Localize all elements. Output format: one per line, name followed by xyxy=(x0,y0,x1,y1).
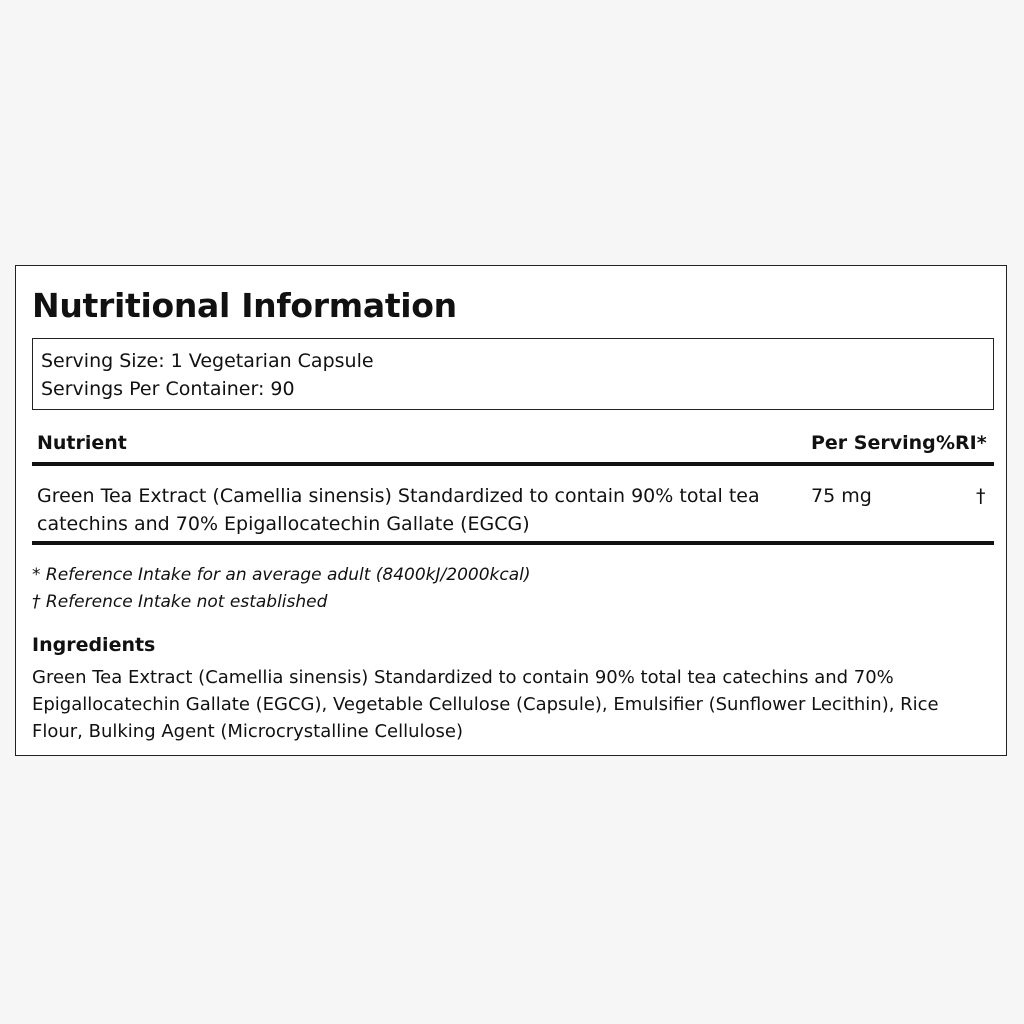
ingredients-text: Green Tea Extract (Camellia sinensis) Standardized to contain 90% total tea catechins and 70% Epigallocatechin Gallate (EGCG), Vegetable Cellulose (Capsule), Emulsifier (Sunflower Lecithin), Rice Flour, Bulking Agent (Microcrystalline Cellulose) xyxy=(32,667,939,742)
footnotes xyxy=(32,562,531,616)
nutrition-label-panel xyxy=(15,265,1007,756)
footnote-reference-intake: * Reference Intake for an average adult (8400kJ/2000kcal) xyxy=(32,565,531,585)
column-header-per-serving: Per Serving xyxy=(811,432,936,454)
table-header-divider xyxy=(32,462,994,466)
row-nutrient-name: Green Tea Extract (Camellia sinensis) Standardized to contain 90% total tea catechins and 70% Epigallocatechin Gallate (EGCG) xyxy=(37,485,760,535)
ingredients-heading: Ingredients xyxy=(32,634,156,656)
column-header-nutrient: Nutrient xyxy=(37,432,127,454)
column-header-ri: %RI* xyxy=(936,432,987,454)
footnote-not-established: † Reference Intake not established xyxy=(32,592,328,612)
servings-per-container: Servings Per Container: 90 xyxy=(41,378,295,400)
label-title: Nutritional Information xyxy=(32,286,457,325)
serving-size: Serving Size: 1 Vegetarian Capsule xyxy=(41,350,374,372)
row-per-serving-value: 75 mg xyxy=(811,485,872,507)
serving-info-box xyxy=(32,338,994,410)
row-ri-value: † xyxy=(976,485,986,507)
table-bottom-divider xyxy=(32,541,994,545)
